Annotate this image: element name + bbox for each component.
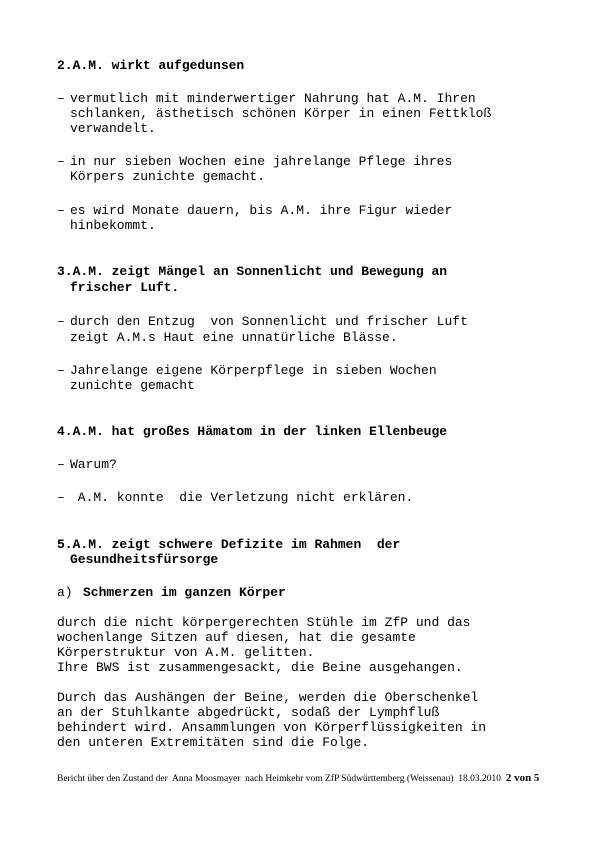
bullet-line: Körpers zunichte gemacht. xyxy=(70,169,266,184)
paragraph-line: Ihre BWS ist zusammengesackt, die Beine ausgehangen. xyxy=(57,660,463,675)
bullet-line: zunichte gemacht xyxy=(70,378,195,393)
bullet-dash: – xyxy=(57,363,65,378)
bullet-dash: – xyxy=(57,314,65,329)
bullet-line: A.M. konnte die Verletzung nicht erklären. xyxy=(70,490,414,505)
subsection-title: Schmerzen im ganzen Körper xyxy=(83,585,286,600)
section-4-heading: 4.A.M. hat großes Hämatom in der linken Ellenbeuge xyxy=(57,424,448,439)
bullet-line: hinbekommt. xyxy=(70,218,156,233)
paragraph-line: Durch das Aushängen der Beine, werden die Oberschenkel xyxy=(57,690,479,705)
bullet-dash: – xyxy=(57,457,65,472)
bullet-dash: – xyxy=(57,154,65,169)
bullet-line: Jahrelange eigene Körperpflege in sieben Wochen xyxy=(70,363,437,378)
section-5-heading-cont: Gesundheitsfürsorge xyxy=(70,552,219,567)
bullet-dash: – xyxy=(57,490,65,505)
subsection-prefix: a) xyxy=(57,585,73,600)
paragraph-line: wochenlange Sitzen auf diesen, hat die gesamte xyxy=(57,630,416,645)
paragraph-line: an der Stuhlkante abgedrückt, sodaß der Lymphfluß xyxy=(57,705,440,720)
paragraph-line: behindert wird. Ansammlungen von Körperflüssigkeiten in xyxy=(57,720,487,735)
footer-text: Bericht über den Zustand der Anna Moosmayer nach Heimkehr vom ZfP Südwürttemberg (Weissenau) 18.03.2010 xyxy=(57,774,502,784)
paragraph-line: durch die nicht körpergerechten Stühle im ZfP und das xyxy=(57,615,471,630)
bullet-line: Warum? xyxy=(70,457,117,472)
bullet-dash: – xyxy=(57,91,65,106)
bullet-line: durch den Entzug von Sonnenlicht und frischer Luft xyxy=(70,314,468,329)
bullet-line: vermutlich mit minderwertiger Nahrung hat A.M. Ihren xyxy=(70,91,476,106)
bullet-line: es wird Monate dauern, bis A.M. ihre Figur wieder xyxy=(70,203,453,218)
section-5-heading: 5.A.M. zeigt schwere Defizite im Rahmen der xyxy=(57,537,401,552)
page-number: 2 von 5 xyxy=(505,772,540,784)
bullet-line: schlanken, ästhetisch schönen Körper in einen Fettkloß xyxy=(70,106,492,121)
section-2-heading: 2.A.M. wirkt aufgedunsen xyxy=(57,58,245,73)
page-footer xyxy=(57,772,539,784)
bullet-line: zeigt A.M.s Haut eine unnatürliche Blässe. xyxy=(70,330,398,345)
section-3-heading: 3.A.M. zeigt Mängel an Sonnenlicht und Bewegung an xyxy=(57,264,448,279)
bullet-line: in nur sieben Wochen eine jahrelange Pflege ihres xyxy=(70,154,453,169)
section-3-heading-cont: frischer Luft. xyxy=(70,280,180,295)
bullet-dash: – xyxy=(57,203,65,218)
paragraph-line: Körperstruktur von A.M. gelitten. xyxy=(57,645,315,660)
paragraph-line: den unteren Extremitäten sind die Folge. xyxy=(57,735,370,750)
bullet-line: verwandelt. xyxy=(70,121,156,136)
